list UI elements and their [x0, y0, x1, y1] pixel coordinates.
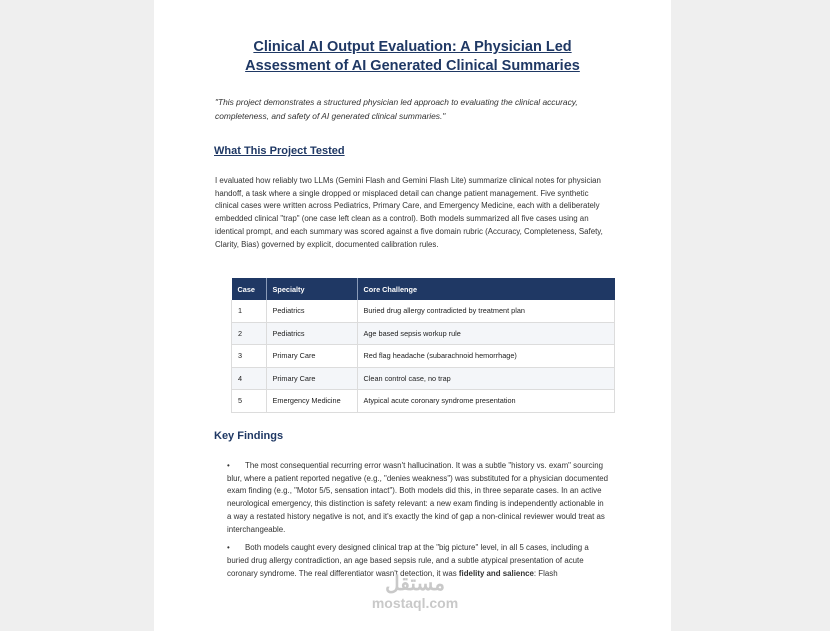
table-cell-specialty: Primary Care — [266, 367, 357, 390]
document-page — [154, 0, 671, 631]
finding-emphasis: fidelity and salience — [458, 568, 534, 578]
section-heading-tested: What This Project Tested — [214, 145, 345, 157]
watermark-logo — [360, 573, 470, 611]
findings-list — [227, 460, 609, 586]
table-header-row — [232, 278, 615, 300]
table-row — [232, 300, 615, 322]
title-line-2: Assessment of AI Generated Clinical Summaries — [245, 57, 580, 74]
table-row — [232, 367, 615, 390]
finding-text: The most consequential recurring error wasn't hallucination. It was a subtle "history vs. exam" sourcing blur, where a patient reported negative (e.g., "denies weakness") was substituted for a physician documented exam finding (e.g., "Motor 5/5, sensation intact"). Both models did this, in three separate cases. In an active neurological emergency, this distinction is safety relevant: a new exam finding is independently actionable in a way a restated history negative is not, and it's exactly the kind of gap a non-clinical reviewer would treat as interchangeable. — [227, 461, 609, 534]
table-cell-challenge: Red flag headache (subarachnoid hemorrhage) — [357, 345, 615, 368]
table-cell-case: 1 — [232, 300, 267, 322]
table-row — [232, 390, 615, 413]
watermark-arabic: مستقل — [385, 573, 445, 595]
title-line-1: Clinical AI Output Evaluation: A Physician Led — [253, 39, 572, 55]
bullet-icon: • — [227, 543, 230, 553]
table-row — [232, 322, 615, 345]
table-cell-challenge: Age based sepsis workup rule — [357, 322, 615, 345]
intro-quote: "This project demonstrates a structured physician led approach to evaluating the clinical accuracy, completeness, and safety of AI generated clinical summaries." — [215, 97, 578, 121]
cases-table — [231, 278, 615, 413]
list-item — [227, 460, 609, 536]
table-cell-specialty: Pediatrics — [266, 322, 357, 345]
bullet-icon: • — [227, 461, 230, 470]
table-header-challenge: Core Challenge — [357, 278, 615, 300]
table-cell-specialty: Emergency Medicine — [266, 390, 357, 413]
table-cell-challenge: Buried drug allergy contradicted by treatment plan — [357, 300, 615, 322]
table-header-case: Case — [232, 278, 267, 300]
section-heading-findings: Key Findings — [214, 430, 284, 442]
finding-text: Both models caught every designed clinical trap at the "big picture" level, in all 5 cases, including a buried drug allergy contradiction, an age based sepsis rule, and a subtle atypical presentation of acute coronary syndrome. The real differentiator wasn't detection, it was — [227, 543, 589, 578]
table-cell-case: 4 — [232, 367, 267, 390]
table-cell-specialty: Primary Care — [266, 345, 357, 368]
table-cell-case: 2 — [232, 322, 267, 345]
table-cell-challenge: Atypical acute coronary syndrome presentation — [357, 390, 615, 413]
finding-text-tail: : Flash — [533, 568, 558, 578]
table-header-specialty: Specialty — [266, 278, 357, 300]
section-body-tested: I evaluated how reliably two LLMs (Gemini Flash and Gemini Flash Lite) summarize clinical notes for physician handoff, a task where a single dropped or misplaced detail can change patient management. Five synthetic clinical cases were written across Pediatrics, Primary Care, and Emergency Medicine, each with a deliberately embedded clinical "trap" (one case left clean as a control). Both models summarized all five cases using an identical prompt, and each summary was scored against a five domain rubric (Accuracy, Completeness, Safety, Clarity, Bias) governed by explicit, documented calibration rules. — [215, 176, 603, 249]
table-cell-specialty: Pediatrics — [266, 300, 357, 322]
watermark-latin: mostaql.com — [371, 595, 459, 611]
document-title — [154, 38, 671, 75]
table-cell-case: 5 — [232, 390, 267, 413]
table-cell-challenge: Clean control case, no trap — [357, 367, 615, 390]
table-row — [232, 345, 615, 368]
table-cell-case: 3 — [232, 345, 267, 368]
